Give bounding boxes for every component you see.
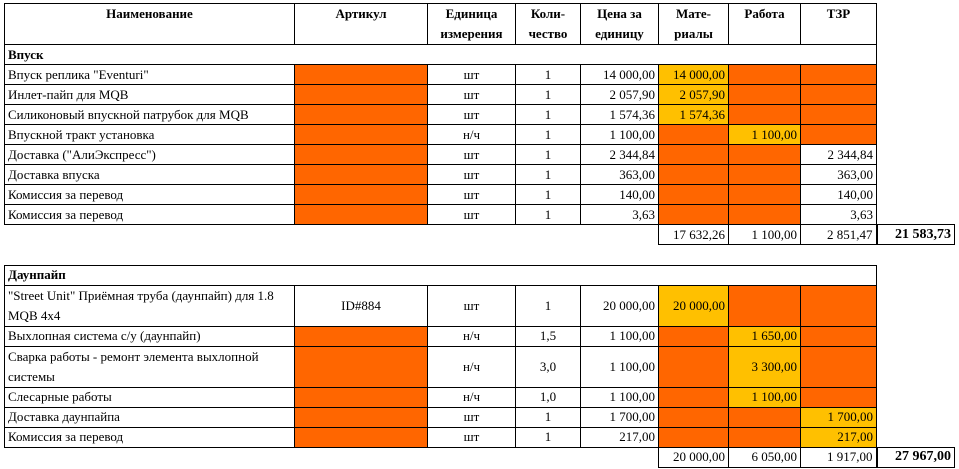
item-qty[interactable]: 1: [516, 427, 581, 447]
item-unit[interactable]: шт: [428, 427, 516, 447]
spacer-cell: [428, 245, 516, 266]
empty-cell: [428, 447, 516, 467]
spacer-cell: [295, 245, 428, 266]
empty-cell: [877, 105, 955, 125]
empty-cell: [877, 265, 955, 285]
item-article[interactable]: [295, 105, 428, 125]
section-title[interactable]: Даунпайп: [5, 265, 877, 285]
spacer-row: [5, 245, 955, 266]
item-unit[interactable]: н/ч: [428, 387, 516, 407]
item-qty[interactable]: 3,0: [516, 346, 581, 387]
item-qty[interactable]: 1: [516, 125, 581, 145]
item-work[interactable]: [729, 145, 801, 165]
item-name[interactable]: Выхлопная система с/у (даунпайп): [5, 326, 295, 346]
item-name[interactable]: Впускной тракт установка: [5, 125, 295, 145]
item-work[interactable]: [729, 185, 801, 205]
item-qty[interactable]: 1: [516, 407, 581, 427]
table-row: [5, 185, 955, 205]
item-tzr[interactable]: [801, 65, 877, 85]
item-tzr[interactable]: 217,00: [801, 427, 877, 447]
item-tzr[interactable]: 363,00: [801, 165, 877, 185]
table-row: [5, 125, 955, 145]
section-title-row: [5, 45, 955, 65]
empty-cell: [877, 4, 955, 45]
item-work[interactable]: [729, 285, 801, 326]
item-work[interactable]: [729, 427, 801, 447]
item-qty[interactable]: 1: [516, 205, 581, 225]
item-work[interactable]: [729, 85, 801, 105]
item-name[interactable]: Впуск реплика "Eventuri": [5, 65, 295, 85]
total-tzr[interactable]: 2 851,47: [801, 225, 877, 245]
item-name[interactable]: Доставка даунпайпа: [5, 407, 295, 427]
header-qty[interactable]: Коли-чество: [516, 4, 581, 45]
table-row: [5, 145, 955, 165]
grand-total[interactable]: 21 583,73: [877, 225, 955, 245]
item-article[interactable]: [295, 85, 428, 105]
item-unit[interactable]: н/ч: [428, 346, 516, 387]
item-tzr[interactable]: [801, 125, 877, 145]
item-qty[interactable]: 1: [516, 185, 581, 205]
table-row: [5, 346, 955, 387]
empty-cell: [581, 447, 659, 467]
spacer-cell: [516, 245, 581, 266]
empty-cell: [5, 225, 295, 245]
total-materials[interactable]: 20 000,00: [659, 447, 729, 467]
empty-cell: [877, 85, 955, 105]
spacer-cell: [659, 245, 729, 266]
item-article[interactable]: [295, 185, 428, 205]
item-materials[interactable]: [659, 387, 729, 407]
item-name[interactable]: "Street Unit" Приёмная труба (даунпайп) для 1.8 MQB 4x4: [5, 285, 295, 326]
spacer-cell: [729, 245, 801, 266]
item-qty[interactable]: 1: [516, 105, 581, 125]
item-price[interactable]: 140,00: [581, 185, 659, 205]
item-price[interactable]: 2 344,84: [581, 145, 659, 165]
empty-cell: [877, 145, 955, 165]
item-price[interactable]: 1 574,36: [581, 105, 659, 125]
table-row: [5, 65, 955, 85]
item-price[interactable]: 1 100,00: [581, 125, 659, 145]
header-article[interactable]: Артикул: [295, 4, 428, 45]
totals-row: [5, 447, 955, 467]
empty-cell: [428, 225, 516, 245]
item-unit[interactable]: шт: [428, 407, 516, 427]
item-materials[interactable]: [659, 205, 729, 225]
item-tzr[interactable]: 3,63: [801, 205, 877, 225]
item-price[interactable]: 1 700,00: [581, 407, 659, 427]
item-article[interactable]: [295, 145, 428, 165]
item-materials[interactable]: 14 000,00: [659, 65, 729, 85]
item-article[interactable]: [295, 65, 428, 85]
item-name[interactable]: Инлет-пайп для MQB: [5, 85, 295, 105]
empty-cell: [877, 346, 955, 387]
empty-cell: [581, 225, 659, 245]
table-row: [5, 105, 955, 125]
empty-cell: [877, 185, 955, 205]
item-price[interactable]: 2 057,90: [581, 85, 659, 105]
total-materials[interactable]: 17 632,26: [659, 225, 729, 245]
item-name[interactable]: Силиконовый впускной патрубок для MQB: [5, 105, 295, 125]
item-name[interactable]: Сварка работы - ремонт элемента выхлопной системы: [5, 346, 295, 387]
header-materials[interactable]: Мате-риалы: [659, 4, 729, 45]
item-work[interactable]: [729, 165, 801, 185]
empty-cell: [877, 45, 955, 65]
empty-cell: [5, 447, 295, 467]
item-article[interactable]: [295, 346, 428, 387]
item-article[interactable]: [295, 125, 428, 145]
item-tzr[interactable]: 140,00: [801, 185, 877, 205]
item-materials[interactable]: 20 000,00: [659, 285, 729, 326]
item-work[interactable]: [729, 65, 801, 85]
item-materials[interactable]: [659, 165, 729, 185]
item-materials[interactable]: [659, 125, 729, 145]
spacer-cell: [5, 245, 295, 266]
item-unit[interactable]: шт: [428, 145, 516, 165]
item-work[interactable]: [729, 105, 801, 125]
empty-cell: [877, 387, 955, 407]
item-work[interactable]: 3 300,00: [729, 346, 801, 387]
item-unit[interactable]: шт: [428, 165, 516, 185]
item-tzr[interactable]: 2 344,84: [801, 145, 877, 165]
item-name[interactable]: Комиссия за перевод: [5, 205, 295, 225]
table-row: [5, 326, 955, 346]
item-materials[interactable]: 1 574,36: [659, 105, 729, 125]
empty-cell: [877, 165, 955, 185]
item-qty[interactable]: 1,0: [516, 387, 581, 407]
item-article[interactable]: [295, 205, 428, 225]
total-work[interactable]: 6 050,00: [729, 447, 801, 467]
item-unit[interactable]: шт: [428, 285, 516, 326]
item-price[interactable]: 1 100,00: [581, 326, 659, 346]
item-unit[interactable]: шт: [428, 105, 516, 125]
table-row: [5, 407, 955, 427]
item-price[interactable]: 3,63: [581, 205, 659, 225]
item-price[interactable]: 217,00: [581, 427, 659, 447]
item-materials[interactable]: [659, 407, 729, 427]
item-tzr[interactable]: [801, 326, 877, 346]
header-name[interactable]: Наименование: [5, 4, 295, 45]
item-unit[interactable]: шт: [428, 65, 516, 85]
empty-cell: [877, 427, 955, 447]
empty-cell: [877, 326, 955, 346]
header-tzr[interactable]: ТЗР: [801, 4, 877, 45]
item-materials[interactable]: [659, 326, 729, 346]
empty-cell: [877, 285, 955, 326]
item-article[interactable]: [295, 165, 428, 185]
item-materials[interactable]: [659, 427, 729, 447]
table-row: [5, 205, 955, 225]
item-price[interactable]: 1 100,00: [581, 387, 659, 407]
empty-cell: [877, 205, 955, 225]
item-article[interactable]: [295, 387, 428, 407]
section-title[interactable]: Впуск: [5, 45, 877, 65]
item-name[interactable]: Комиссия за перевод: [5, 185, 295, 205]
item-unit[interactable]: н/ч: [428, 125, 516, 145]
spacer-cell: [877, 245, 955, 266]
spacer-cell: [801, 245, 877, 266]
item-price[interactable]: 363,00: [581, 165, 659, 185]
item-tzr[interactable]: [801, 387, 877, 407]
item-qty[interactable]: 1: [516, 85, 581, 105]
item-tzr[interactable]: [801, 85, 877, 105]
item-unit[interactable]: шт: [428, 85, 516, 105]
cost-table: [4, 3, 955, 468]
item-price[interactable]: 20 000,00: [581, 285, 659, 326]
item-unit[interactable]: шт: [428, 185, 516, 205]
item-tzr[interactable]: 1 700,00: [801, 407, 877, 427]
item-qty[interactable]: 1,5: [516, 326, 581, 346]
item-work[interactable]: [729, 407, 801, 427]
header-work[interactable]: Работа: [729, 4, 801, 45]
empty-cell: [295, 225, 428, 245]
item-name[interactable]: Слесарные работы: [5, 387, 295, 407]
item-tzr[interactable]: [801, 285, 877, 326]
item-materials[interactable]: [659, 346, 729, 387]
total-work[interactable]: 1 100,00: [729, 225, 801, 245]
item-tzr[interactable]: [801, 105, 877, 125]
item-price[interactable]: 1 100,00: [581, 346, 659, 387]
spacer-cell: [581, 245, 659, 266]
item-materials[interactable]: [659, 185, 729, 205]
item-qty[interactable]: 1: [516, 65, 581, 85]
empty-cell: [877, 407, 955, 427]
item-article[interactable]: [295, 427, 428, 447]
item-work[interactable]: [729, 205, 801, 225]
table-row: [5, 427, 955, 447]
item-price[interactable]: 14 000,00: [581, 65, 659, 85]
item-name[interactable]: Доставка ("АлиЭкспресс"): [5, 145, 295, 165]
item-article[interactable]: ID#884: [295, 285, 428, 326]
item-name[interactable]: Доставка впуска: [5, 165, 295, 185]
empty-cell: [516, 447, 581, 467]
item-work[interactable]: 1 100,00: [729, 125, 801, 145]
item-materials[interactable]: 2 057,90: [659, 85, 729, 105]
item-article[interactable]: [295, 326, 428, 346]
total-tzr[interactable]: 1 917,00: [801, 447, 877, 467]
item-work[interactable]: 1 100,00: [729, 387, 801, 407]
empty-cell: [877, 125, 955, 145]
item-work[interactable]: 1 650,00: [729, 326, 801, 346]
header-row: [5, 4, 955, 45]
header-unit[interactable]: Единица измерения: [428, 4, 516, 45]
empty-cell: [295, 447, 428, 467]
table-row: [5, 387, 955, 407]
empty-cell: [516, 225, 581, 245]
item-qty[interactable]: 1: [516, 145, 581, 165]
item-tzr[interactable]: [801, 346, 877, 387]
item-unit[interactable]: шт: [428, 205, 516, 225]
empty-cell: [877, 65, 955, 85]
item-qty[interactable]: 1: [516, 165, 581, 185]
section-title-row: [5, 265, 955, 285]
item-materials[interactable]: [659, 145, 729, 165]
table-row: [5, 165, 955, 185]
item-qty[interactable]: 1: [516, 285, 581, 326]
item-unit[interactable]: н/ч: [428, 326, 516, 346]
item-name[interactable]: Комиссия за перевод: [5, 427, 295, 447]
table-row: [5, 285, 955, 326]
item-article[interactable]: [295, 407, 428, 427]
table-row: [5, 85, 955, 105]
header-price[interactable]: Цена за единицу: [581, 4, 659, 45]
grand-total[interactable]: 27 967,00: [877, 447, 955, 467]
totals-row: [5, 225, 955, 245]
